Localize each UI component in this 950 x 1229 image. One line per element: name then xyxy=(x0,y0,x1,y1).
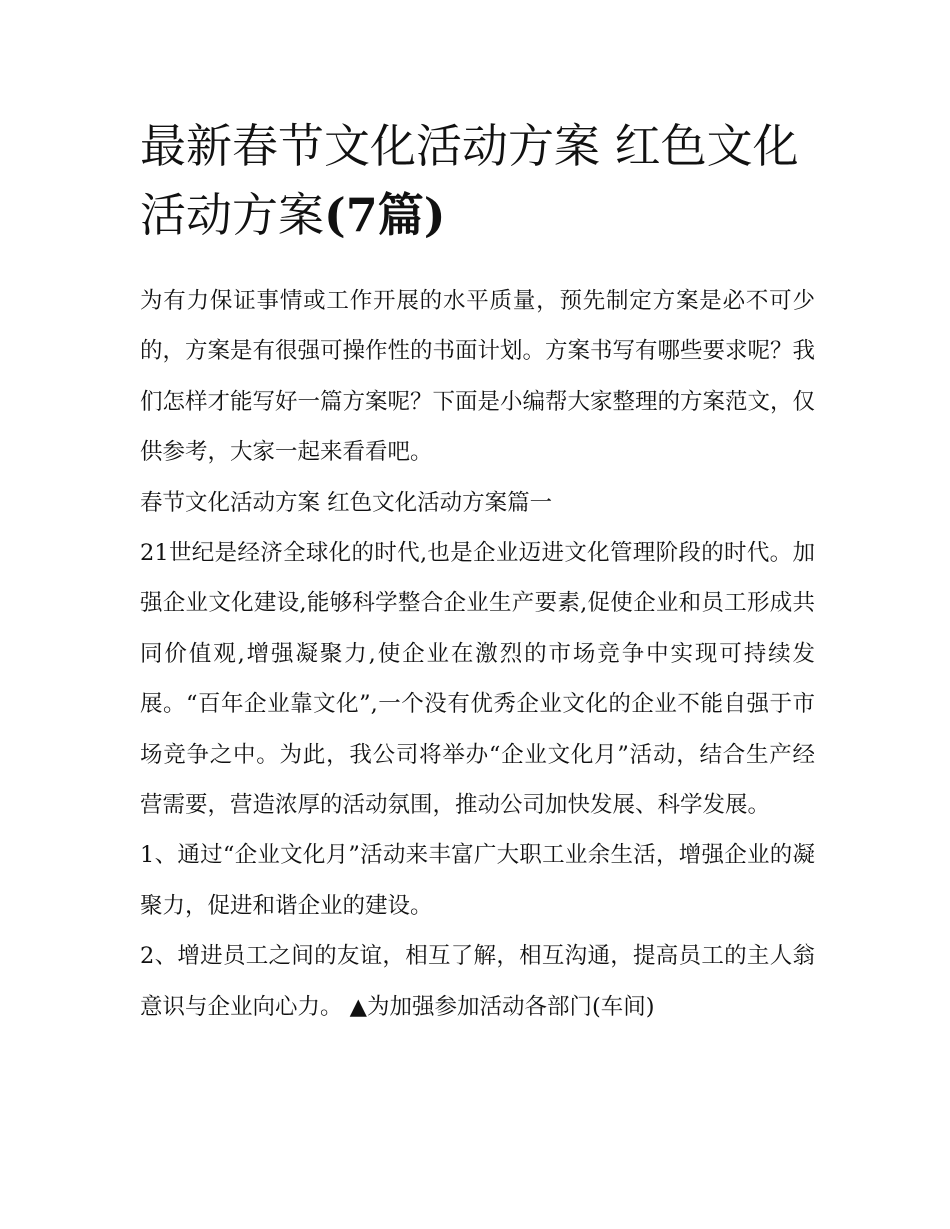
section-heading: 春节文化活动方案 红色文化活动方案篇一 xyxy=(140,489,553,516)
intro-paragraph: 为有力保证事情或工作开展的水平质量，预先制定方案是必不可少的，方案是有很强可操作性的书面计划。方案书写有哪些要求呢？我们怎样才能写好一篇方案呢？下面是小编帮大家整理的方案范文，仅供参考，大家一起来看看吧。 xyxy=(140,288,816,466)
list-item-1: 1、通过“企业文化月”活动来丰富广大职工业余生活，增强企业的凝聚力，促进和谐企业的建设。 xyxy=(140,842,815,919)
title-main: 最新春节文化活动方案 红色文化活动方案 xyxy=(140,119,799,242)
document-body xyxy=(140,276,815,1032)
title-suffix: (7篇) xyxy=(324,188,446,242)
body-paragraph: 21世纪是经济全球化的时代,也是企业迈进文化管理阶段的时代。加强企业文化建设,能够科学整合企业生产要素,促使企业和员工形成共同价值观,增强凝聚力,使企业在激烈的市场竞争中实现可持续发展。“百年企业靠文化”,一个没有优秀企业文化的企业不能自强于市场竞争之中。为此，我公司将举办“企业文化月”活动，结合生产经营需要，营造浓厚的活动氛围，推动公司加快发展、科学发展。 xyxy=(140,540,815,819)
document-title xyxy=(140,112,820,250)
list-item-2: 2、增进员工之间的友谊，相互了解，相互沟通，提高员工的主人翁意识与企业向心力。 ▲为加强参加活动各部门(车间) xyxy=(140,943,815,1020)
